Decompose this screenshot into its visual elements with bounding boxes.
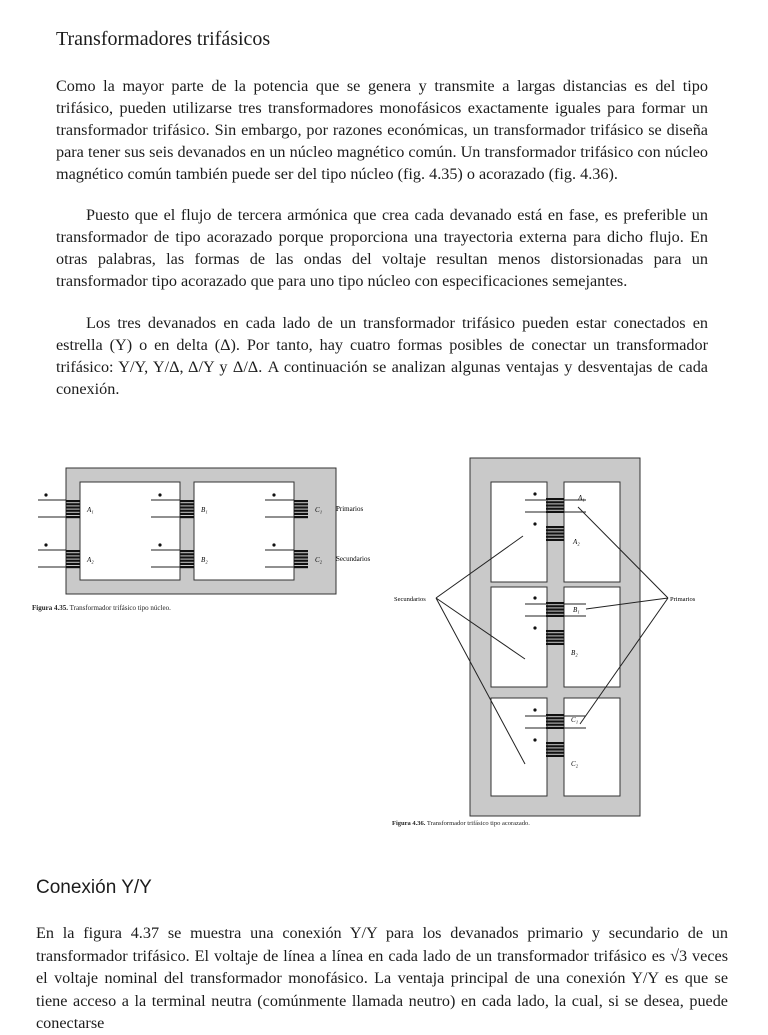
coil-turn: [294, 500, 308, 502]
coil-turn: [546, 714, 564, 716]
label-a1: A₁: [87, 506, 94, 514]
coil-turn: [66, 513, 80, 515]
figure-4-35-core-type-diagram: [30, 462, 390, 612]
coil-turn: [66, 510, 80, 512]
label-c2: C₂: [571, 760, 579, 768]
polarity-dot: [533, 522, 536, 525]
coil-turn: [180, 560, 194, 562]
coil-turn: [546, 608, 564, 610]
label-primarios: Primarios: [670, 596, 696, 603]
coil-turn: [546, 742, 564, 744]
paragraph: Puesto que el flujo de tercera armónica que crea cada devanado está en fase, es preferible un transformador de tipo acorazado porque proporciona una trayectoria externa para dicho flujo. En otras palabras, las formas de las ondas del voltaje resultan menos distorsionadas para un transformador tipo acorazado que para uno tipo núcleo con especificaciones semejantes.: [56, 206, 708, 290]
coil-turn: [66, 560, 80, 562]
coil-turn: [546, 630, 564, 632]
label-b2: B₂: [571, 649, 578, 657]
coil-turn: [180, 510, 194, 512]
coil-turn: [294, 556, 308, 558]
label-secundarios: Secundarios: [336, 555, 371, 563]
polarity-dot: [272, 543, 275, 546]
coil-turn: [546, 511, 564, 513]
polarity-dot: [533, 708, 536, 711]
coil-turn: [66, 556, 80, 558]
coil-turn: [546, 717, 564, 719]
figure-4-36-caption: [392, 820, 530, 827]
paragraph: Como la mayor parte de la potencia que se genera y transmite a largas distancias es del tipo trifásico, pueden utilizarse tres transformadores monofásicos exactamente iguales para formar un transformador trifásico. Sin embargo, por razones económicas, un transformador trifásico se diseña para tener sus seis devanados en un núcleo magnético común. Un transformador trifásico con núcleo magnético común también puede ser del tipo núcleo (fig. 4.35) o acorazado (fig. 4.36).: [56, 77, 708, 183]
label-a2: A₂: [573, 538, 580, 546]
winding-lead: [38, 550, 66, 567]
coil-turn: [66, 553, 80, 555]
label-c1: C₁: [315, 506, 323, 514]
coil-turn: [546, 720, 564, 722]
label-a2: A₂: [87, 556, 94, 564]
coil-turn: [294, 563, 308, 565]
coil-turn: [66, 563, 80, 565]
label-c2: C₂: [315, 556, 323, 564]
coil-turn: [546, 501, 564, 503]
polarity-dot: [44, 543, 47, 546]
coil-turn: [546, 724, 564, 726]
coil-turn: [294, 506, 308, 508]
coil-turn: [66, 566, 80, 568]
coil-turn: [294, 513, 308, 515]
coil-turn: [66, 516, 80, 518]
coil-turn: [546, 636, 564, 638]
label-a1: A₁: [578, 494, 585, 502]
coil-turn: [546, 508, 564, 510]
coil-turn: [180, 550, 194, 552]
coil-turn: [294, 566, 308, 568]
coil-turn: [180, 516, 194, 518]
paragraph: Los tres devanados en cada lado de un transformador trifásico pueden estar conectados en estrella (Y) o en delta (Δ). Por tanto, hay cuatro formas posibles de conectar un transformador trifásico: Y/Y, Y/Δ, Δ/Y y Δ/Δ. A continuación se analizan algunas ventajas y desventajas de cada conexión.: [56, 314, 708, 398]
polarity-dot: [533, 492, 536, 495]
coil-turn: [294, 510, 308, 512]
coil-turn: [546, 727, 564, 729]
coil-turn: [546, 633, 564, 635]
coil-turn: [66, 506, 80, 508]
polarity-dot: [533, 626, 536, 629]
label-b1: B₁: [573, 606, 580, 614]
coil-turn: [66, 503, 80, 505]
coil-turn: [546, 536, 564, 538]
coil-turn: [294, 553, 308, 555]
coil-turn: [180, 503, 194, 505]
polarity-dot: [533, 738, 536, 741]
coil-turn: [546, 748, 564, 750]
caption-text: Transformador trifásico tipo acorazado.: [426, 820, 530, 827]
coil-turn: [546, 526, 564, 528]
coil-turn: [180, 513, 194, 515]
paragraph: En la figura 4.37 se muestra una conexión Y/Y para los devanados primario y secundario de un transformador trifásico. El voltaje de línea a línea en cada lado de un transformador trifásico es √3 veces el voltaje nominal del transformador monofásico. La ventaja principal de una conexión Y/Y es que se tiene acceso a la terminal neutra (comúnmente llamada neutro) en cada lado, la cual, si se desea, puede conectarse: [36, 924, 728, 1033]
coil-turn: [180, 500, 194, 502]
label-primarios: Primarios: [336, 505, 364, 513]
polarity-dot: [44, 493, 47, 496]
coil-turn: [294, 503, 308, 505]
coil-turn: [546, 755, 564, 757]
polarity-dot: [272, 493, 275, 496]
coil-turn: [546, 643, 564, 645]
label-b1: B₁: [201, 506, 208, 514]
coil-turn: [66, 500, 80, 502]
coil-turn: [546, 529, 564, 531]
label-c1: C₁: [571, 716, 579, 724]
figure-4-35-caption: [32, 604, 171, 612]
figure-4-36-shell-type-diagram: [390, 452, 720, 820]
section-title: Conexión Y/Y: [36, 877, 152, 898]
polarity-dot: [158, 493, 161, 496]
label-secundarios: Secundarios: [394, 596, 426, 603]
polarity-dot: [158, 543, 161, 546]
coil-turn: [546, 752, 564, 754]
coil-turn: [294, 550, 308, 552]
winding-lead: [38, 500, 66, 517]
coil-turn: [546, 498, 564, 500]
polarity-dot: [533, 596, 536, 599]
coil-turn: [546, 745, 564, 747]
coil-turn: [546, 602, 564, 604]
caption-text: Transformador trifásico tipo núcleo.: [69, 604, 171, 612]
coil-turn: [180, 506, 194, 508]
caption-number: Figura 4.35.: [32, 604, 68, 612]
coil-turn: [546, 615, 564, 617]
coil-turn: [546, 605, 564, 607]
coil-turn: [546, 532, 564, 534]
caption-number: Figura 4.36.: [392, 820, 426, 827]
coil-turn: [180, 553, 194, 555]
coil-turn: [546, 612, 564, 614]
coil-turn: [66, 550, 80, 552]
coil-turn: [180, 566, 194, 568]
coil-turn: [180, 556, 194, 558]
core-frame: [66, 468, 336, 594]
coil-turn: [546, 504, 564, 506]
coil-turn: [546, 640, 564, 642]
coil-turn: [294, 516, 308, 518]
coil-turn: [546, 539, 564, 541]
label-b2: B₂: [201, 556, 208, 564]
page-title: Transformadores trifásicos: [56, 28, 271, 50]
coil-turn: [294, 560, 308, 562]
coil-turn: [180, 563, 194, 565]
